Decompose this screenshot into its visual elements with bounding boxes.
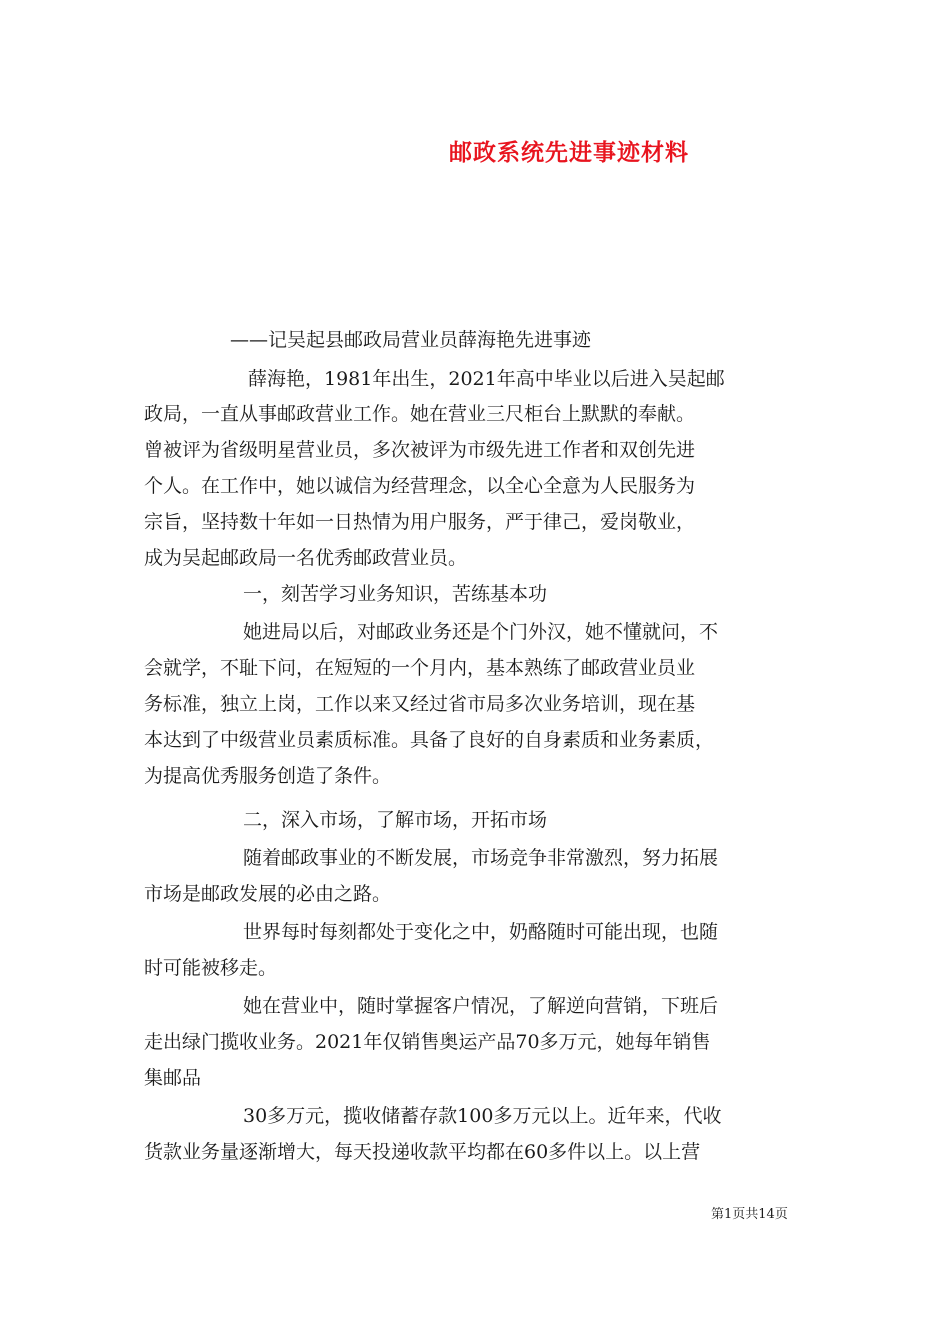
text-line: 政局，一直从事邮政营业工作。她在营业三尺柜台上默默的奉献。 [144,403,696,425]
text-line: 务标准，独立上岗，工作以来又经过省市局多次业务培训，现在基 [144,693,696,715]
subtitle: ——记吴起县邮政局营业员薛海艳先进事迹 [230,329,592,351]
text-line: 她在营业中，随时掌握客户情况，了解逆向营销，下班后 [243,995,719,1017]
document-title: 邮政系统先进事迹材料 [449,139,689,166]
text-line: 市场是邮政发展的必由之路。 [144,883,392,905]
text-line: 薛海艳，1981年出生，2021年高中毕业以后进入吴起邮 [248,368,725,390]
text-line: 时可能被移走。 [144,957,278,979]
text-line: 会就学，不耻下问，在短短的一个月内，基本熟练了邮政营业员业 [144,657,696,679]
text-line: 随着邮政事业的不断发展，市场竞争非常激烈，努力拓展 [243,847,719,869]
text-line: 本达到了中级营业员素质标准。具备了良好的自身素质和业务素质， [144,729,715,751]
text-line: 曾被评为省级明星营业员，多次被评为市级先进工作者和双创先进 [144,439,696,461]
text-line: 她进局以后，对邮政业务还是个门外汉，她不懂就问，不 [243,621,719,643]
text-line: 货款业务量逐渐增大，每天投递收款平均都在60多件以上。以上营 [144,1141,701,1163]
text-line: 个人。在工作中，她以诚信为经营理念，以全心全意为人民服务为 [144,475,696,497]
text-line: 30多万元，揽收储蓄存款100多万元以上。近年来，代收 [243,1105,722,1127]
page-number: 第1页共14页 [711,1207,788,1222]
section-heading: 一，刻苦学习业务知识，苦练基本功 [243,583,548,605]
text-line: 世界每时每刻都处于变化之中，奶酪随时可能出现，也随 [243,921,719,943]
section-heading: 二，深入市场，了解市场，开拓市场 [243,809,548,831]
text-line: 集邮品 [144,1067,202,1089]
text-line: 为提高优秀服务创造了条件。 [144,765,392,787]
text-line: 宗旨，坚持数十年如一日热情为用户服务，严于律己，爱岗敬业， [144,511,696,533]
text-line: 成为吴起邮政局一名优秀邮政营业员。 [144,547,468,569]
text-line: 走出绿门揽收业务。2021年仅销售奥运产品70多万元，她每年销售 [144,1031,711,1053]
